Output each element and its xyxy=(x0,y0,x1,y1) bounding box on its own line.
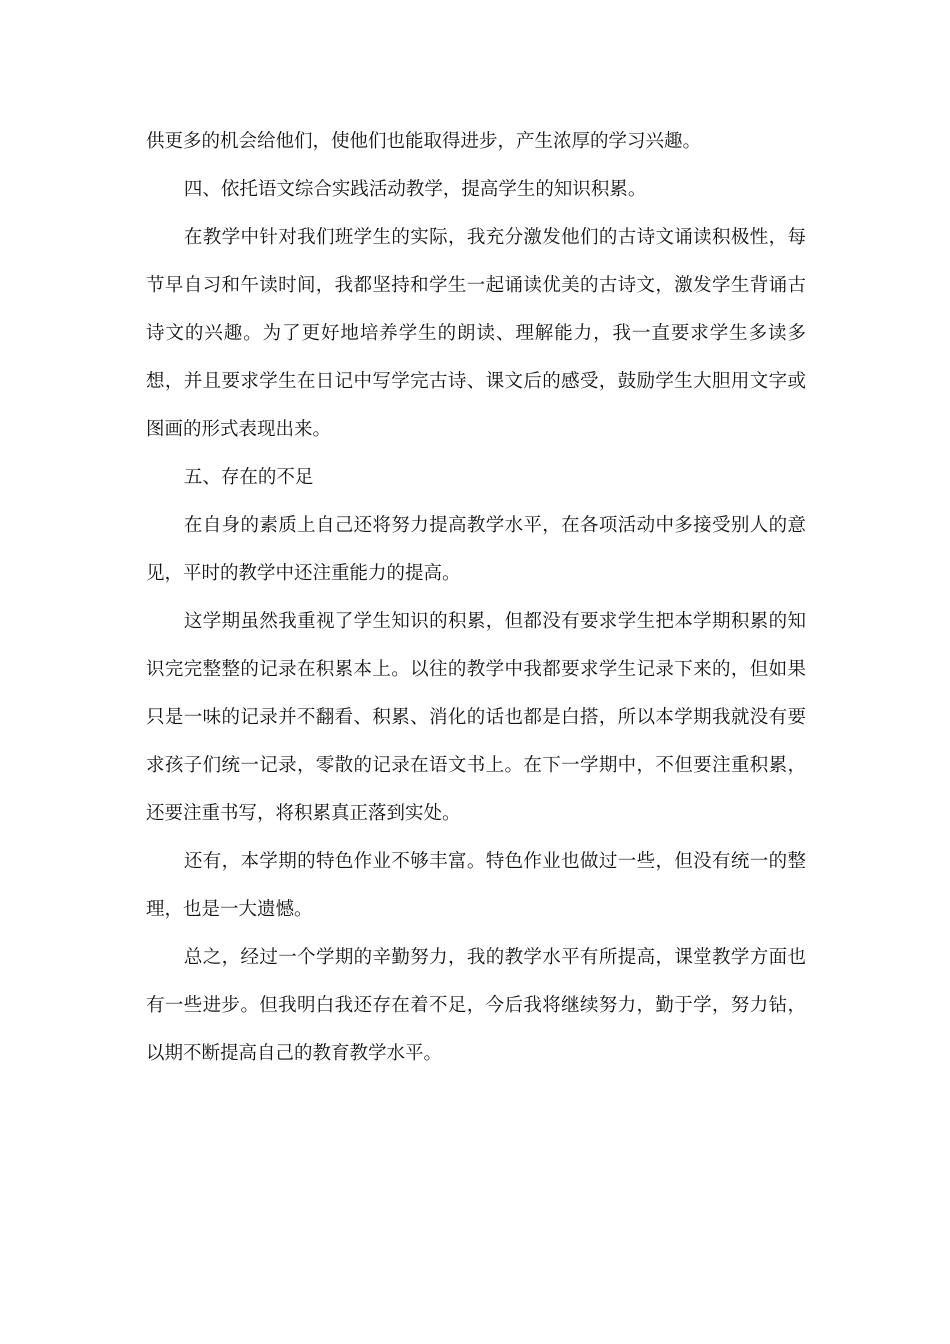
section-heading-five: 五、存在的不足 xyxy=(183,467,314,488)
paragraph-continuation: 供更多的机会给他们，使他们也能取得进步，产生浓厚的学习兴趣。 xyxy=(146,131,702,152)
paragraph-knowledge-accumulation: 这学期虽然我重视了学生知识的积累，但都没有要求学生把本学期积累的知识完完整整的记录在积累本上。以往的教学中我都要求学生记录下来的，但如果只是一味的记录并不翻看、积累、消化的话也都是白搭，所以本学期我就没有要求孩子们统一记录，零散的记录在语文书上。在下一学期中，不但要注重积累，还要注重书写，将积累真正落到实处。 xyxy=(146,611,806,824)
paragraph-classical-poetry: 在教学中针对我们班学生的实际，我充分激发他们的古诗文诵读积极性，每节早自习和午读时间，我都坚持和学生一起诵读优美的古诗文，激发学生背诵古诗文的兴趣。为了更好地培养学生的朗读、理解能力，我一直要求学生多读多想，并且要求学生在日记中写学完古诗、课文后的感受，鼓励学生大胆用文字或图画的形式表现出来。 xyxy=(146,227,806,440)
paragraph-self-improvement: 在自身的素质上自己还将努力提高教学水平，在各项活动中多接受别人的意见，平时的教学中还注重能力的提高。 xyxy=(146,515,806,584)
paragraph-summary: 总之，经过一个学期的辛勤努力，我的教学水平有所提高，课堂教学方面也有一些进步。但我明白我还存在着不足，今后我将继续努力，勤于学，努力钻，以期不断提高自己的教育教学水平。 xyxy=(146,947,806,1064)
paragraph-special-homework: 还有，本学期的特色作业不够丰富。特色作业也做过一些，但没有统一的整理，也是一大遗憾。 xyxy=(146,851,806,920)
section-heading-four: 四、依托语文综合实践活动教学，提高学生的知识积累。 xyxy=(183,179,647,200)
document-body xyxy=(146,118,806,1078)
